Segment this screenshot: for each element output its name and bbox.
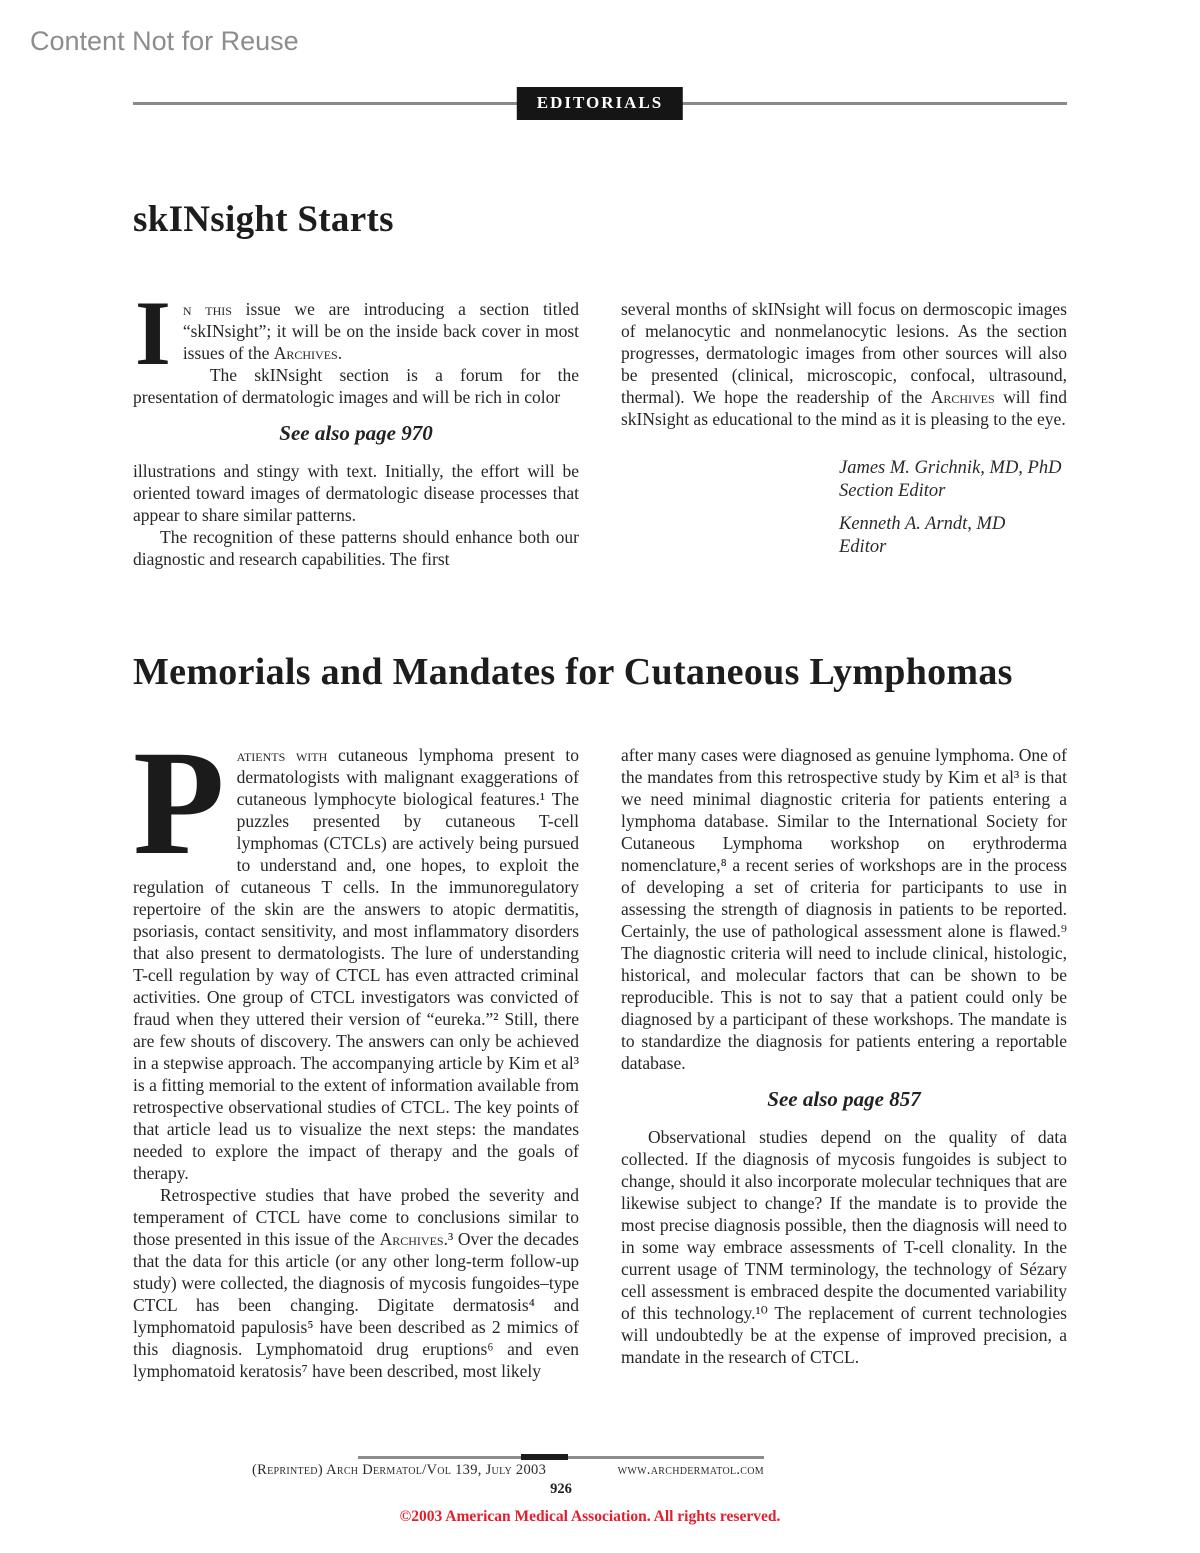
paragraph — [133, 282, 579, 384]
paragraph-text: Retrospective studies that have probed the severity and temperament of CTCL have come to conclusions similar to those presented in this issue of the Archives.³ Over the decades that the data for this article (or any other long-term follow-up study) were collected, the diagnosis of mycosis fungoides–type CTCL has been changing. Digitate dermatosis⁴ and lymphomatoid papulosis⁵ have been described as 2 mimics of this diagnosis. Lymphomatoid drug eruptions⁶ and even lymphomatoid keratosis⁷ have been described, most likely — [133, 1185, 579, 1381]
footer-rule-accent — [521, 1454, 568, 1460]
article-title: skINsight Starts — [133, 199, 394, 240]
see-also-note: See also page 857 — [767, 1087, 921, 1111]
signature-block — [839, 457, 1067, 559]
paragraph: illustrations and stingy with text. Initially, the effort will be oriented toward images of dermatologic disease processes that appear to share similar patterns. — [133, 461, 579, 525]
footer-citation-line — [252, 1462, 764, 1479]
article-title: Memorials and Mandates for Cutaneous Lymphomas — [133, 651, 1013, 693]
signature-name: James M. Grichnik, MD, PhD — [839, 458, 1062, 478]
article-columns — [133, 282, 1068, 570]
signature-role: Section Editor — [839, 481, 946, 501]
paragraph: after many cases were diagnosed as genuine lymphoma. One of the mandates from this retrospective study by Kim et al³ is that we need minimal diagnostic criteria for patients entering a lymphoma database. Similar to the International Society for Cutaneous Lymphoma workshop on erythroderma nomenclature,⁸ a recent series of workshops are in the process of developing a set of criteria for participants to use in assessing the strength of diagnosis in patients to be reported. Certainly, the use of pathological assessment alone is flawed.⁹ The diagnostic criteria will need to include clinical, histologic, historical, and molecular factors that can be shown to be reproducible. This is not to say that a patient could only be diagnosed by a participant of these workshops. The mandate is to standardize the diagnosis for patients entering a reportable database. — [621, 745, 1067, 1073]
paragraph: The recognition of these patterns should enhance both our diagnostic and research capabilities. The first — [133, 527, 579, 569]
article-skinsight — [133, 198, 1067, 570]
section-label: EDITORIALS — [517, 87, 683, 120]
journal-website: www.archdermatol.com — [617, 1462, 764, 1478]
left-column — [133, 720, 579, 1382]
article-lymphomas — [133, 650, 1067, 1382]
right-column — [621, 744, 1067, 1368]
paragraph — [133, 720, 579, 1184]
paragraph: The skINsight section is a forum for the presentation of dermatologic images and will be rich in color — [133, 365, 579, 407]
signature — [839, 457, 1067, 503]
paragraph-text: n this issue we are introducing a section titled “skINsight”; it will be on the inside back cover in most issues of the Archives. — [182, 299, 579, 363]
left-column — [133, 282, 579, 570]
paragraph — [621, 298, 1067, 430]
signature-role: Editor — [839, 537, 887, 557]
signature-name: Kenneth A. Arndt, MD — [839, 514, 1006, 534]
watermark-text: Content Not for Reuse — [30, 26, 299, 56]
paragraph-text: atients with cutaneous lymphoma present to dermatologists with malignant exaggerations of cutaneous lymphocyte biological features.¹ The puzzles presented by cutaneous T-cell lymphomas (CTCLs) are actively being pursued to understand and, one hopes, to exploit the regulation of cutaneous T cells. In the immunoregulatory repertoire of the skin are the answers to atopic dermatitis, psoriasis, contact sensitivity, and most inflammatory disorders that also present to dermatologists. The lure of understanding T-cell regulation by way of CTCL has even attracted criminal activities. One group of CTCL investigators was convicted of fraud when they uttered their version of “eureka.”² Still, there are few shouts of discovery. The answers can only be achieved in a stepwise approach. The accompanying article by Kim et al³ is a fitting memorial to the extent of information available from retrospective observational studies of CTCL. The key points of that article lead us to visualize the next steps: the mandates needed to explore the impact of therapy and the goals of therapy. — [133, 745, 579, 1183]
reprint-citation: (Reprinted) Arch Dermatol/Vol 139, July 2003 — [252, 1462, 547, 1478]
drop-cap: P — [133, 720, 225, 886]
page-number: 926 — [550, 1481, 572, 1497]
paragraph-text: several months of skINsight will focus on dermoscopic images of melanocytic and nonmelanocytic lesions. As the section progresses, dermatologic images from other sources will also be presented (clinical, microscopic, confocal, ultrasound, thermal). We hope the readership of the Archives will find skINsight as educational to the mind as it is pleasing to the eye. — [621, 299, 1068, 429]
paragraph: Observational studies depend on the quality of data collected. If the diagnosis of mycosis fungoides is subject to change, should it also incorporate molecular techniques that are likewise subject to change? If the mandate is to provide the most precise diagnosis possible, then the diagnosis will need to in some way embrace assessments of T-cell clonality. In the current usage of TNM terminology, the technology of Sézary cell assessment is embraced despite the documented variability of this technology.¹⁰ The replacement of current technologies will undoubtedly be at the expense of improved precision, a mandate in the research of CTCL. — [621, 1127, 1067, 1367]
see-also-note: See also page 970 — [279, 421, 433, 445]
drop-cap: I — [135, 282, 171, 384]
editorials-banner — [133, 87, 1067, 121]
copyright-notice: ©2003 American Medical Association. All rights reserved. — [399, 1508, 781, 1525]
signature — [839, 513, 1067, 559]
paragraph — [133, 1184, 579, 1382]
article-columns — [133, 720, 1067, 1382]
right-column — [621, 298, 1067, 569]
